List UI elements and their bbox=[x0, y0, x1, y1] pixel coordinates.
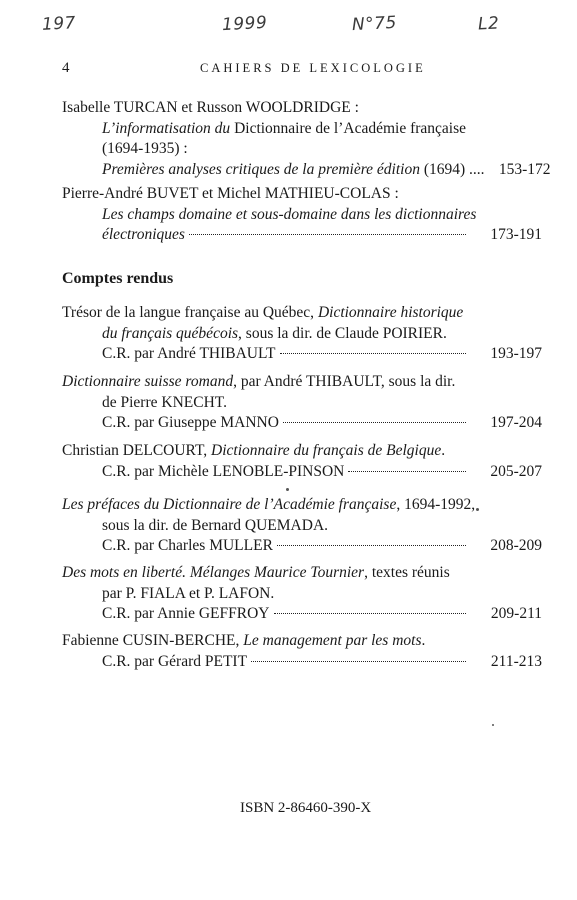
article-authors: Pierre-André BUVET et Michel MATHIEU-COLAS : bbox=[62, 185, 399, 202]
page-range: 153-172 bbox=[498, 160, 551, 178]
leader-dots bbox=[280, 353, 466, 354]
article-authors: Isabelle TURCAN et Russon WOOLDRIDGE : bbox=[62, 99, 359, 116]
review-credit: C.R. par André THIBAULT bbox=[102, 345, 276, 362]
review-credit: C.R. par Giuseppe MANNO bbox=[102, 414, 279, 431]
review-entry: Trésor de la langue française au Québec, Dictionnaire historique du français québécois, sous la dir. de Claude POIRIER. C.R. par André THIBAULT 193-197 bbox=[62, 303, 542, 365]
page-range: 209-211 bbox=[490, 605, 542, 622]
review-entry: Dictionnaire suisse romand, par André THIBAULT, sous la dir. de Pierre KNECHT. C.R. par Giuseppe MANNO 197-204 bbox=[62, 372, 542, 434]
leader-dots bbox=[189, 234, 466, 235]
scan-speck bbox=[286, 488, 289, 491]
article-title-line: Premières analyses critiques de la première édition (1694) .... 153-172 bbox=[62, 160, 542, 181]
page-number: 4 bbox=[62, 60, 70, 76]
running-title: CAHIERS DE LEXICOLOGIE bbox=[200, 61, 426, 75]
review-credit: C.R. par Annie GEFFROY bbox=[102, 605, 270, 622]
isbn: ISBN 2-86460-390-X bbox=[240, 800, 372, 816]
handwritten-note-1: 197 bbox=[41, 13, 77, 35]
page-range: 173-191 bbox=[490, 226, 542, 243]
review-credit: C.R. par Michèle LENOBLE-PINSON bbox=[102, 462, 345, 480]
article-entry bbox=[62, 184, 542, 246]
review-entry: Les préfaces du Dictionnaire de l’Académie française, 1694-1992, sous la dir. de Bernard QUEMADA. C.R. par Charles MULLER 208-209 bbox=[62, 495, 542, 557]
page-range: 197-204 bbox=[490, 414, 542, 431]
review-entry: Des mots en liberté. Mélanges Maurice Tournier, textes réunis par P. FIALA et P. LAFON. C.R. par Annie GEFFROY 209-211 bbox=[62, 563, 542, 625]
handwritten-note-3: N°75 bbox=[351, 12, 398, 36]
leader-dots bbox=[348, 471, 466, 472]
leader-dots bbox=[277, 545, 466, 546]
page-range: 205-207 bbox=[490, 462, 542, 480]
page-range: 193-197 bbox=[490, 345, 542, 362]
handwritten-note-2: 1999 bbox=[221, 12, 268, 36]
review-entry: Christian DELCOURT, Dictionnaire du français de Belgique. C.R. par Michèle LENOBLE-PINSON 205-207 bbox=[62, 441, 542, 482]
leader-dots bbox=[283, 422, 466, 423]
scan-speck bbox=[476, 508, 479, 511]
leader-dots bbox=[251, 661, 466, 662]
review-entry: Fabienne CUSIN-BERCHE, Le management par les mots. C.R. par Gérard PETIT 211-213 bbox=[62, 631, 542, 672]
article-entry bbox=[62, 98, 551, 180]
section-heading: Comptes rendus bbox=[62, 270, 174, 287]
article-title-line: Les champs domaine et sous-domaine dans les dictionnaires bbox=[102, 205, 477, 223]
leader-dots bbox=[274, 613, 467, 614]
page-range: 208-209 bbox=[490, 537, 542, 554]
article-title-line: (1694-1935) : bbox=[102, 140, 188, 157]
review-credit: C.R. par Charles MULLER bbox=[102, 537, 273, 554]
article-title-line: électroniques 173-191 bbox=[62, 225, 542, 246]
scan-speck bbox=[492, 724, 494, 726]
page-range: 211-213 bbox=[490, 652, 542, 670]
article-title-line: L’informatisation du Dictionnaire de l’Académie française bbox=[102, 119, 467, 137]
review-credit: C.R. par Gérard PETIT bbox=[102, 652, 248, 670]
handwritten-note-4: L2 bbox=[477, 13, 500, 35]
